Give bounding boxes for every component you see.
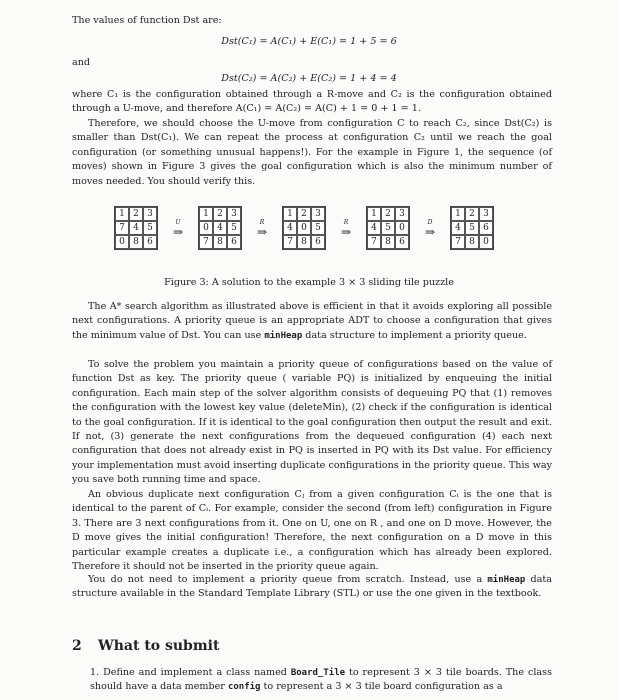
puzzle-tile: 6 (227, 235, 241, 249)
puzzle-tile: 0 (199, 221, 213, 235)
right-arrow-icon: ⇒ (340, 225, 352, 239)
puzzle-tile: 0 (479, 235, 493, 249)
puzzle-tile: 7 (367, 235, 381, 249)
puzzle-tile: 3 (227, 207, 241, 221)
puzzle-tile: 8 (297, 235, 311, 249)
puzzle-tile: 8 (465, 235, 479, 249)
puzzle-board (450, 206, 494, 250)
puzzle-tile: 4 (367, 221, 381, 235)
puzzle-tile: 1 (367, 207, 381, 221)
puzzle-tile: 2 (381, 207, 395, 221)
puzzle-tile: 5 (227, 221, 241, 235)
move-arrow (252, 218, 272, 237)
puzzle-tile: 2 (129, 207, 143, 221)
puzzle-tile: 5 (465, 221, 479, 235)
move-label: D (427, 219, 433, 226)
puzzle-tile: 6 (143, 235, 157, 249)
paragraph-1: where C₁ is the configuration obtained through a R-move and C₂ is the configuration obtained through a U-move, and therefore A(C₁) = A(C₂) = A(C) + 1 = 0 + 1 = 1. (72, 89, 552, 115)
puzzle-board (114, 206, 158, 250)
puzzle-tile: 0 (115, 235, 129, 249)
puzzle-tile: 3 (311, 207, 325, 221)
move-label: R (259, 219, 265, 226)
puzzle-tile: 4 (213, 221, 227, 235)
puzzle-tile: 6 (311, 235, 325, 249)
paragraph-4: To solve the problem you maintain a priority queue of configurations based on the value of function Dst as key. The priority queue ( variable PQ) is initialized by enqueuing the initial configuration. Each main step of the solver algorithm consists of dequeuing PQ that (1) removes the configuration with the lowest key value (deleteMin), (2) check if the configuration is identical to the goal configuration. If it is identical to the goal configuration then output the result and exit. If not, (3) generate the next configurations from the dequeued configuration (4) each next configuration that does not already exist in PQ is inserted in PQ with its Dst value. For efficiency your implementation must avoid inserting duplicate configurations in the priority queue. This way you save both running time and space. (72, 359, 552, 486)
formula-dst-c1: Dst(C₁) = A(C₁) + E(C₁) = 1 + 5 = 6 (221, 36, 397, 47)
puzzle-tile: 5 (311, 221, 325, 235)
figure-3-puzzle-sequence (114, 206, 514, 258)
move-arrow (420, 218, 440, 237)
section-title: What to submit (98, 638, 220, 654)
right-arrow-icon: ⇒ (172, 225, 184, 239)
puzzle-tile: 1 (283, 207, 297, 221)
puzzle-tile: 2 (213, 207, 227, 221)
right-arrow-icon: ⇒ (256, 225, 268, 239)
puzzle-tile: 2 (297, 207, 311, 221)
move-label: U (175, 219, 181, 226)
move-arrow (168, 218, 188, 237)
section-number: 2 (72, 638, 82, 654)
intro-text: The values of function Dst are: (72, 15, 222, 26)
and-text: and (72, 57, 91, 68)
puzzle-tile: 1 (451, 207, 465, 221)
puzzle-tile: 0 (297, 221, 311, 235)
puzzle-board (282, 206, 326, 250)
right-arrow-icon: ⇒ (424, 225, 436, 239)
paragraph-5: An obvious duplicate next configuration Cⱼ from a given configuration Cᵢ is the one that is identical to the parent of Cᵢ. For example, consider the second (from left) configuration in Figure 3. There are 3 next configurations from it. One on U, one on R , and one on D move. However, the D move gives the initial configuration! Therefore, the next configuration on a D move in this particular example creates a duplicate i.e., a configuration which has already been explored. Therefore it should not be inserted in the priority queue again. (72, 489, 552, 573)
puzzle-tile: 5 (143, 221, 157, 235)
puzzle-tile: 0 (395, 221, 409, 235)
move-label: R (343, 219, 349, 226)
puzzle-tile: 1 (115, 207, 129, 221)
list-item-1: 1. Define and implement a class named Board_Tile to represent 3 × 3 tile boards. The class should have a data member config to represent a 3 × 3 tile board configuration as a (90, 667, 552, 693)
puzzle-tile: 7 (283, 235, 297, 249)
puzzle-tile: 8 (381, 235, 395, 249)
figure-3-caption: Figure 3: A solution to the example 3 × 3 sliding tile puzzle (164, 277, 454, 288)
puzzle-tile: 8 (129, 235, 143, 249)
section-heading (72, 638, 219, 654)
paragraph-6: You do not need to implement a priority queue from scratch. Instead, use a minHeap data structure available in the Standard Template Library (STL) or use the one given in the textbook. (72, 574, 552, 600)
puzzle-tile: 3 (395, 207, 409, 221)
puzzle-tile: 3 (143, 207, 157, 221)
puzzle-board (198, 206, 242, 250)
puzzle-tile: 8 (213, 235, 227, 249)
puzzle-tile: 6 (395, 235, 409, 249)
puzzle-board (366, 206, 410, 250)
puzzle-tile: 4 (283, 221, 297, 235)
move-arrow (336, 218, 356, 237)
puzzle-tile: 3 (479, 207, 493, 221)
puzzle-tile: 7 (199, 235, 213, 249)
puzzle-tile: 7 (115, 221, 129, 235)
puzzle-tile: 1 (199, 207, 213, 221)
paragraph-2: Therefore, we should choose the U-move from configuration C to reach C₂, since Dst(C₂) is smaller than Dst(C₁). We can repeat the process at configuration C₂ until we reach the goal configuration (or something unusual happens!). For the example in Figure 1, the sequence (of moves) shown in Figure 3 gives the goal configuration which is also the minimum number of moves needed. You should verify this. (72, 118, 552, 187)
formula-dst-c2: Dst(C₂) = A(C₂) + E(C₂) = 1 + 4 = 4 (221, 73, 397, 84)
puzzle-tile: 2 (465, 207, 479, 221)
puzzle-tile: 6 (479, 221, 493, 235)
puzzle-tile: 4 (451, 221, 465, 235)
puzzle-tile: 5 (381, 221, 395, 235)
puzzle-tile: 7 (451, 235, 465, 249)
paragraph-3: The A* search algorithm as illustrated above is efficient in that it avoids exploring all possible next configurations. A priority queue is an appropriate ADT to choose a configuration that gives the minimum value of Dst. You can use minHeap data structure to implement a priority queue. (72, 301, 552, 341)
puzzle-tile: 4 (129, 221, 143, 235)
